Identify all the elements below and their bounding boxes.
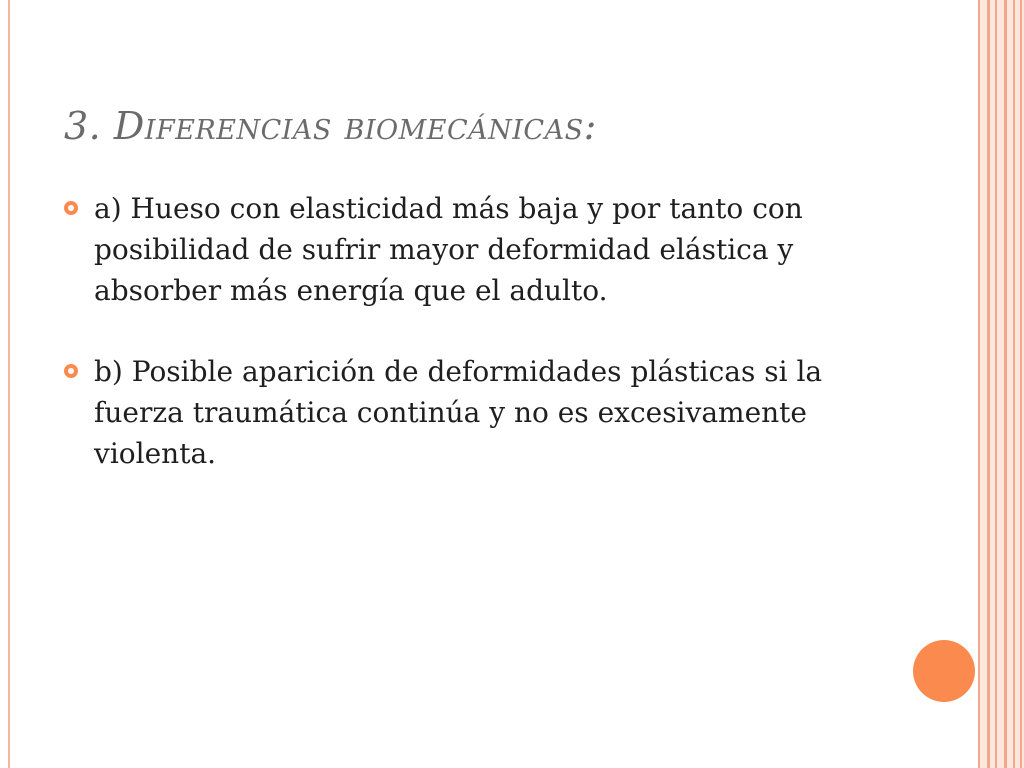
right-stripe [1013,0,1015,768]
ring-bullet-icon [64,364,78,378]
bullet-text: b) Posible aparición de deformidades plásticas si la fuerza traumática continúa y no es excesivamente violenta. [94,355,823,470]
bullet-item [64,188,884,311]
bullet-text: a) Hueso con elasticidad más baja y por tanto con posibilidad de sufrir mayor deformidad elástica y absorber más energía que el adulto. [94,192,803,307]
right-stripe [1004,0,1007,768]
right-stripe [1020,0,1022,768]
right-stripe [978,0,980,768]
bullet-item [64,351,884,474]
right-stripe [987,0,990,768]
decorative-circle [913,640,975,702]
right-decorative-band [979,0,1024,768]
left-border-line [8,0,10,768]
right-stripe [995,0,997,768]
bullet-list [64,188,884,514]
slide-title: 3. Diferencias biomecánicas: [64,104,597,148]
ring-bullet-icon [64,201,78,215]
